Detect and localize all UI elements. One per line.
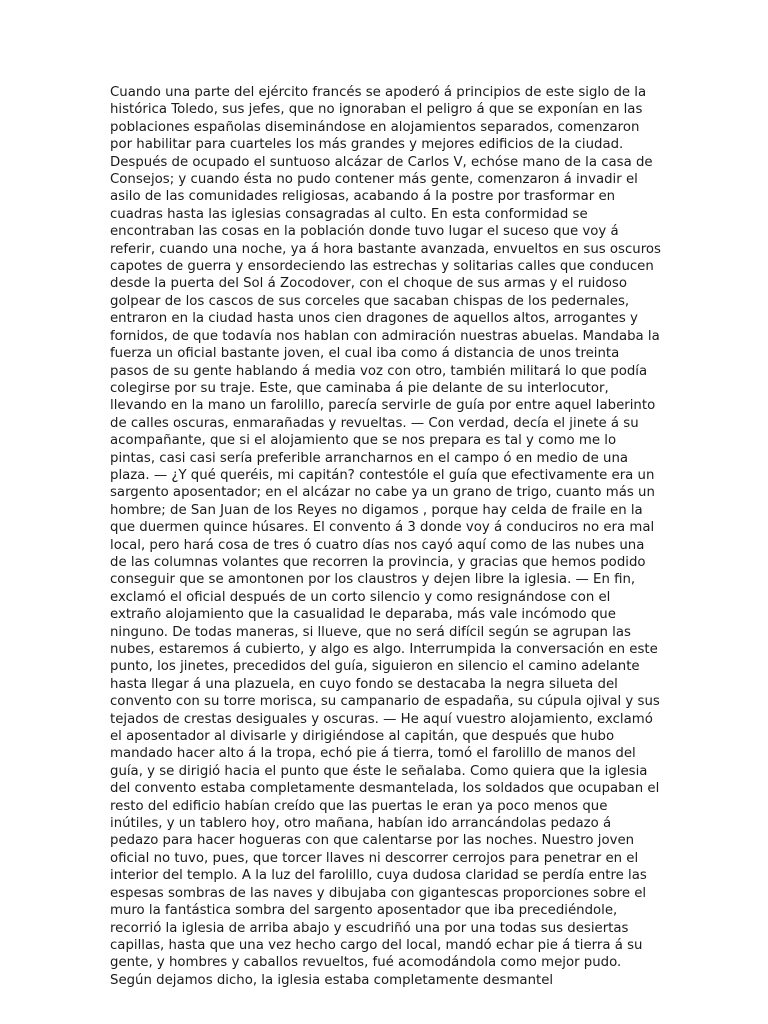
document-page	[110, 84, 662, 989]
body-paragraph: Cuando una parte del ejército francés se apoderó á principios de este siglo de la histórica Toledo, sus jefes, que no ignoraban el peligro á que se exponían en las poblaciones españolas diseminándose en alojamientos separados, comenzaron por habilitar para cuarteles los más grandes y mejores edificios de la ciudad. Después de ocupado el suntuoso alcázar de Carlos V, echóse mano de la casa de Consejos; y cuando ésta no pudo contener más gente, comenzaron á invadir el asilo de las comunidades religiosas, acabando á la postre por trasformar en cuadras hasta las iglesias consagradas al culto. En esta conformidad se encontraban las cosas en la población donde tuvo lugar el suceso que voy á referir, cuando una noche, ya á hora bastante avanzada, envueltos en sus oscuros capotes de guerra y ensordeciendo las estrechas y solitarias calles que conducen desde la puerta del Sol á Zocodover, con el choque de sus armas y el ruidoso golpear de los cascos de sus corceles que sacaban chispas de los pedernales, entraron en la ciudad hasta unos cien dragones de aquellos altos, arrogantes y fornidos, de que todavía nos hablan con admiración nuestras abuelas. Mandaba la fuerza un oficial bastante joven, el cual iba como á distancia de unos treinta pasos de su gente hablando á media voz con otro, también militará lo que podía colegirse por su traje. Este, que caminaba á pie delante de su interlocutor, llevando en la mano un farolillo, parecía servirle de guía por entre aquel laberinto de calles oscuras, enmarañadas y revueltas. — Con verdad, decía el jinete á su acompañante, que si el alojamiento que se nos prepara es tal y como me lo pintas, casi casi sería preferible arrancharnos en el campo ó en medio de una plaza. — ¿Y qué queréis, mi capitán? contestóle el guía que efectivamente era un sargento aposentador; en el alcázar no cabe ya un grano de trigo, cuanto más un hombre; de San Juan de los Reyes no digamos , porque hay celda de fraile en la que duermen quince húsares. El convento á 3 donde voy á conduciros no era mal local, pero hará cosa de tres ó cuatro días nos cayó aquí como de las nubes una de las columnas volantes que recorren la provincia, y gracias que hemos podido conseguir que se amontonen por los claustros y dejen libre la iglesia. — En fin, exclamó el oficial después de un corto silencio y como resignándose con el extraño alojamiento que la casualidad le deparaba, más vale incómodo que ninguno. De todas maneras, si llueve, que no será difícil según se agrupan las nubes, estaremos á cubierto, y algo es algo. Interrumpida la conversación en este punto, los jinetes, precedidos del guía, siguieron en silencio el camino adelante hasta llegar á una plazuela, en cuyo fondo se destacaba la negra silueta del convento con su torre morisca, su campanario de espadaña, su cúpula ojival y sus tejados de crestas desiguales y oscuras. — He aquí vuestro alojamiento, exclamó el aposentador al divisarle y dirigiéndose al capitán, que después que hubo mandado hacer alto á la tropa, echó pie á tierra, tomó el farolillo de manos del guía, y se dirigió hacia el punto que éste le señalaba. Como quiera que la iglesia del convento estaba completamente desmantelada, los soldados que ocupaban el resto del edificio habían creído que las puertas le eran ya poco menos que inútiles, y un tablero hoy, otro mañana, habían ido arrancándolas pedazo á pedazo para hacer hogueras con que calentarse por las noches. Nuestro joven oficial no tuvo, pues, que torcer llaves ni descorrer cerrojos para penetrar en el interior del templo. A la luz del farolillo, cuya dudosa claridad se perdía entre las espesas sombras de las naves y dibujaba con gigantescas proporciones sobre el muro la fantástica sombra del sargento aposentador que iba precediéndole, recorrió la iglesia de arriba abajo y escudriñó una por una todas sus desiertas capillas, hasta que una vez hecho cargo del local, mandó echar pie á tierra á su gente, y hombres y caballos revueltos, fué acomodándola como mejor pudo. Según dejamos dicho, la iglesia estaba completamente desmantel	[110, 85, 661, 988]
